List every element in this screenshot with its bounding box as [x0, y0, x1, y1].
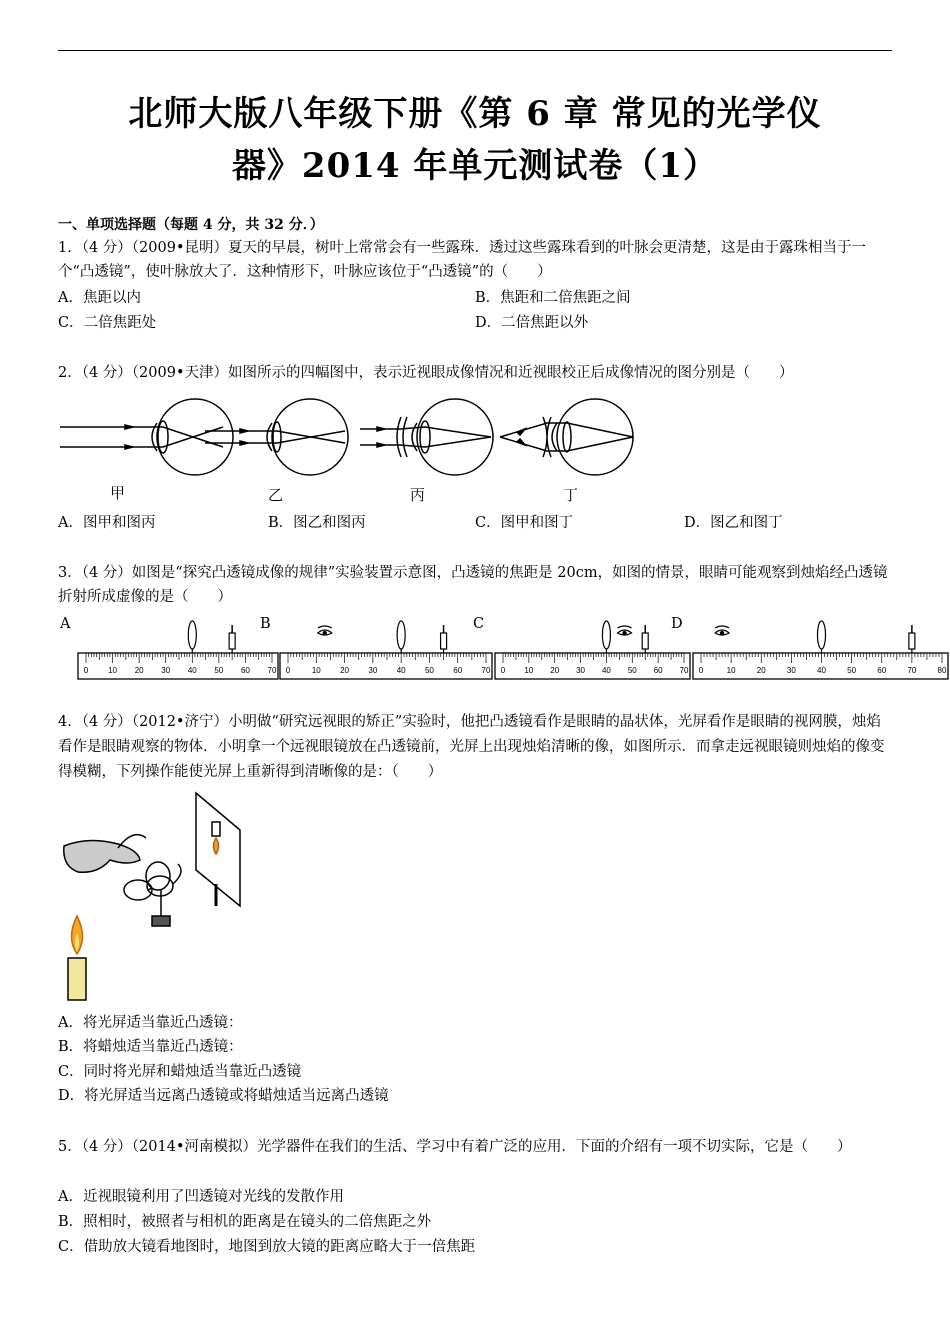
tick-label: 50: [424, 666, 434, 675]
candle: [229, 633, 235, 649]
tick-label: 30: [576, 666, 586, 675]
q4-option-a[interactable]: A．将光屏适当靠近凸透镜：: [58, 1015, 243, 1031]
candle: [68, 958, 86, 1000]
q4-option-b[interactable]: B．将蜡烛适当靠近凸透镜：: [58, 1039, 243, 1055]
eye-diagram-bing: [360, 399, 493, 475]
eye-diagram-jia: [60, 399, 233, 475]
tick-label: 70: [481, 666, 491, 675]
page-title-line1: 北师大版八年级下册《第 6 章 常见的光学仪: [128, 94, 822, 134]
optical-bench-figure: [60, 615, 950, 685]
eye-icon: [318, 626, 332, 635]
q4-option-c[interactable]: C．同时将光屏和蜡烛适当靠近凸透镜: [58, 1064, 302, 1080]
optical-bench-b: [280, 621, 492, 679]
label-jia: 甲: [110, 484, 126, 502]
tick-label: 30: [786, 666, 796, 675]
q2-option-c[interactable]: C．图甲和图丁: [475, 515, 574, 531]
label-bing: 丙: [410, 486, 426, 504]
q1-option-a[interactable]: A．焦距以内: [58, 290, 141, 306]
tick-label: 40: [187, 666, 197, 675]
q4-option-d[interactable]: D．将光屏适当远离凸透镜或将蜡烛适当远离凸透镜: [58, 1088, 389, 1104]
tick-label: 40: [817, 666, 826, 675]
tick-label: 20: [134, 666, 144, 675]
candle: [441, 633, 447, 649]
label-yi: 乙: [268, 486, 284, 504]
tick-label: 20: [340, 666, 350, 675]
candle: [642, 633, 648, 649]
hand-drawing: [64, 840, 140, 872]
eye-icon: [715, 626, 729, 635]
label-ding: 丁: [563, 486, 579, 504]
eye-diagrams-figure: [55, 395, 645, 505]
tick-label: 30: [368, 666, 378, 675]
tick-label: 0: [83, 666, 89, 675]
tick-label: 70: [907, 666, 917, 675]
farsighted-experiment-figure: [58, 788, 258, 1003]
eye-diagram-ding: [500, 399, 633, 475]
q1-option-b[interactable]: B．焦距和二倍焦距之间: [475, 290, 631, 306]
question-1-stem: 1．（4 分）（2009•昆明）夏天的早晨，树叶上常常会有一些露珠．透过这些露珠看到的叶脉会更清楚，这是由于露珠相当于一个“凸透镜”，使叶脉放大了．这种情形下，叶脉应该位于“凸透镜”的（ ）: [58, 240, 867, 280]
question-3-stem: 3．（4 分）如图是“探究凸透镜成像的规律”实验装置示意图，凸透镜的焦距是 20cm，如图的情景，眼睛可能观察到烛焰经凸透镜折射所成虚像的是（ ）: [58, 565, 888, 605]
section-heading: 一、单项选择题（每题 4 分，共 32 分．）: [58, 217, 324, 233]
convex-lens: [397, 621, 405, 649]
q2-option-a[interactable]: A．图甲和图丙: [58, 515, 156, 531]
tick-label: 10: [108, 666, 118, 675]
header-rule: [58, 50, 892, 51]
tick-label: 10: [726, 666, 736, 675]
question-4-stem: 4．（4 分）（2012•济宁）小明做“研究远视眼的矫正”实验时，他把凸透镜看作是眼睛的晶状体，光屏看作是眼睛的视网膜，烛焰看作是眼睛观察的物体．小明拿一个远视眼镜放在凸透镜前，光屏上出现烛焰清晰的像，如图所示．而拿走远视眼镜则烛焰的像变得模糊，下列操作能使光屏上重新得到清晰像的是：（ ）: [58, 714, 885, 780]
tick-label: 0: [500, 666, 506, 675]
optical-bench-a: [78, 621, 278, 679]
tick-label: 60: [240, 666, 250, 675]
tick-label: 50: [627, 666, 637, 675]
panel-label-b: B: [260, 616, 271, 632]
tick-label: 60: [877, 666, 887, 675]
optical-bench-d: [693, 621, 948, 679]
tick-label: 60: [453, 666, 463, 675]
tick-label: 50: [214, 666, 224, 675]
tick-label: 80: [937, 666, 947, 675]
q5-option-b[interactable]: B．照相时，被照者与相机的距离是在镜头的二倍焦距之外: [58, 1214, 432, 1230]
tick-label: 40: [601, 666, 611, 675]
tick-label: 70: [679, 666, 689, 675]
panel-label-c: C: [473, 616, 485, 632]
eye-icon: [618, 626, 632, 635]
panel-label-d: D: [671, 616, 683, 632]
tick-label: 0: [698, 666, 704, 675]
q2-option-b[interactable]: B．图乙和图丙: [268, 515, 366, 531]
tick-label: 70: [267, 666, 277, 675]
tick-label: 60: [653, 666, 663, 675]
q5-option-c[interactable]: C．借助放大镜看地图时，地图到放大镜的距离应略大于一倍焦距: [58, 1239, 476, 1255]
tick-label: 20: [756, 666, 766, 675]
candle: [909, 633, 915, 649]
question-2-stem: 2．（4 分）（2009•天津）如图所示的四幅图中，表示近视眼成像情况和近视眼校正后成像情况的图分别是（ ）: [58, 365, 794, 381]
question-5-stem: 5．（4 分）（2014•河南模拟）光学器件在我们的生活、学习中有着广泛的应用．下面的介绍有一项不切实际，它是（ ）: [58, 1139, 852, 1155]
q2-option-d[interactable]: D．图乙和图丁: [684, 515, 783, 531]
convex-lens: [602, 621, 610, 649]
convex-lens: [818, 621, 826, 649]
optical-bench-c: [495, 621, 690, 679]
page-title-line2: 器》2014 年单元测试卷（1）: [231, 146, 719, 186]
tick-label: 30: [161, 666, 171, 675]
tick-label: 0: [285, 666, 291, 675]
q5-option-a[interactable]: A．近视眼镜利用了凹透镜对光线的发散作用: [58, 1189, 344, 1205]
convex-lens: [188, 621, 196, 649]
tick-label: 20: [550, 666, 560, 675]
tick-label: 50: [847, 666, 857, 675]
q1-option-c[interactable]: C．二倍焦距处: [58, 315, 157, 331]
eye-diagram-yi: [205, 399, 348, 475]
q1-option-d[interactable]: D．二倍焦距以外: [475, 315, 589, 331]
tick-label: 10: [311, 666, 321, 675]
panel-label-a: A: [60, 616, 71, 632]
tick-label: 40: [396, 666, 406, 675]
tick-label: 10: [524, 666, 534, 675]
